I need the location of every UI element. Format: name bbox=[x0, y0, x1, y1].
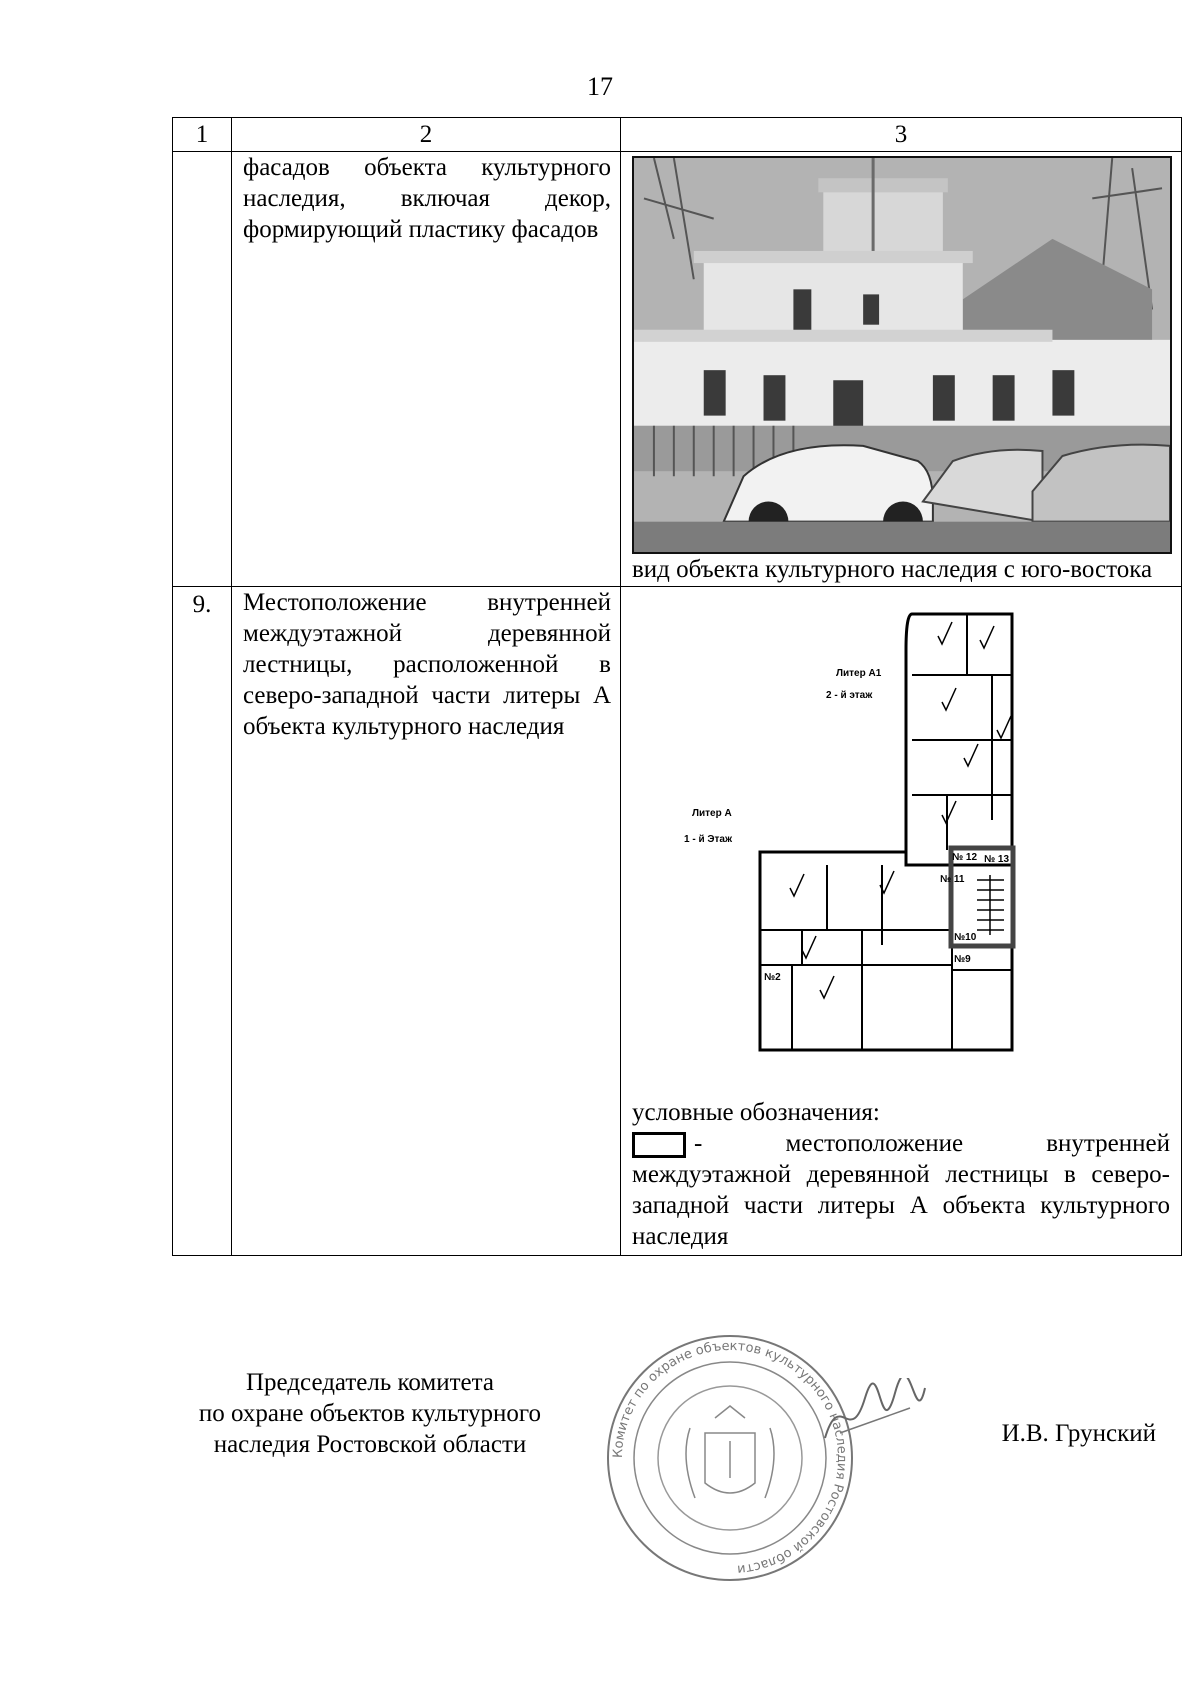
signatory-name: И.В. Грунский bbox=[1001, 1420, 1156, 1447]
building-photo bbox=[632, 156, 1172, 554]
signatory-position bbox=[160, 1367, 580, 1460]
floor-plan-drawing bbox=[642, 610, 1142, 1097]
row-illustration bbox=[621, 587, 1182, 1256]
row-number: 9. bbox=[173, 587, 232, 1256]
building-photo-image bbox=[634, 158, 1170, 552]
row-number bbox=[173, 152, 232, 587]
row-description: фасадов объекта культурного наследия, включая декор, формирующий пластику фасадов bbox=[232, 152, 621, 587]
position-line: Председатель комитета bbox=[246, 1369, 494, 1396]
plan-label-liter-a: Литер А bbox=[692, 808, 732, 819]
header-col-3: 3 bbox=[621, 118, 1182, 152]
table-row bbox=[173, 152, 1182, 587]
plan-label-room-9: №9 bbox=[954, 954, 971, 965]
official-seal-icon bbox=[605, 1333, 855, 1583]
plan-label-room-11: № 11 bbox=[940, 874, 965, 885]
position-line: по охране объектов культурного bbox=[198, 1400, 542, 1427]
photo-caption: вид объекта культурного наследия с юго-востока bbox=[632, 556, 1153, 583]
handwritten-signature-icon bbox=[820, 1378, 930, 1458]
legend-swatch-icon bbox=[632, 1132, 686, 1158]
table-row bbox=[173, 587, 1182, 1256]
plan-label-floor-1: 1 - й Этаж bbox=[684, 834, 733, 845]
row-illustration bbox=[621, 152, 1182, 587]
header-col-1: 1 bbox=[173, 118, 232, 152]
plan-label-floor-2: 2 - й этаж bbox=[826, 690, 873, 701]
plan-legend bbox=[622, 1097, 1180, 1254]
floor-plan bbox=[642, 610, 1180, 1097]
svg-text:Комитет по охране объектов кул: Комитет по охране объектов культурного наследия Ростовской области bbox=[610, 1338, 850, 1577]
row-description: Местоположение внутренней междуэтажной деревянной лестницы, расположенной в северо-западной части литеры А объекта культурного наследия bbox=[232, 587, 621, 1256]
position-line: наследия Ростовской области bbox=[213, 1431, 527, 1458]
legend-entry-text: - местоположение внутренней междуэтажной деревянной лестницы в северо-западной части литеры А объекта культурного наследия bbox=[632, 1130, 1170, 1250]
plan-label-room-10: №10 bbox=[954, 932, 977, 943]
plan-label-room-2: №2 bbox=[764, 972, 781, 983]
plan-label-room-12: № 12 bbox=[952, 852, 978, 863]
legend-title: условные обозначения: bbox=[632, 1099, 880, 1126]
page-number: 17 bbox=[587, 72, 613, 101]
header-col-2: 2 bbox=[232, 118, 621, 152]
legend-entry bbox=[632, 1128, 1170, 1252]
plan-label-room-13: № 13 bbox=[984, 854, 1010, 865]
plan-label-liter-a1: Литер А1 bbox=[836, 668, 882, 679]
table-header-row bbox=[173, 118, 1182, 152]
objects-table bbox=[172, 117, 1182, 1256]
